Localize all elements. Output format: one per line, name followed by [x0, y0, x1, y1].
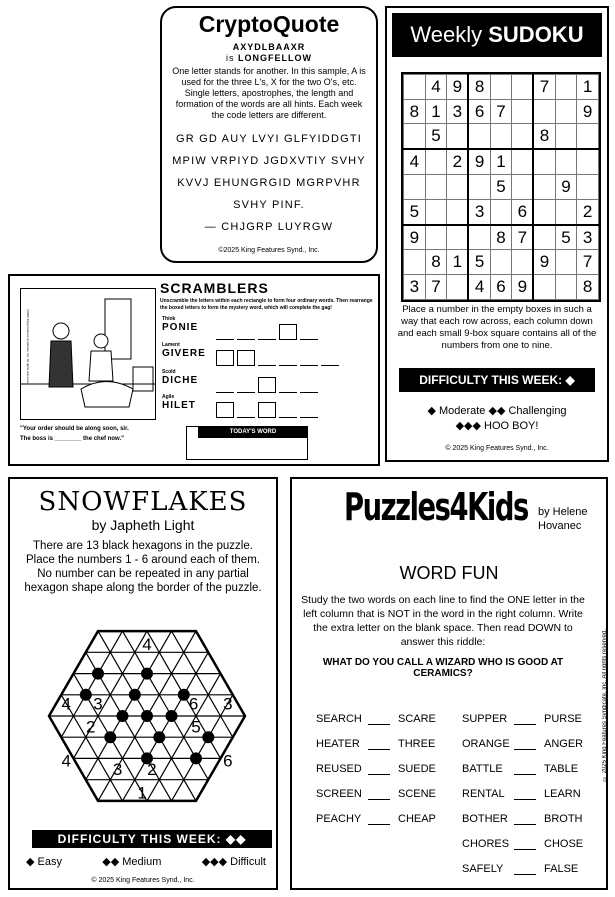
scramble-letters: GIVERE — [162, 348, 206, 359]
scramble-clue: Lament — [162, 342, 180, 348]
word-pairs-right — [462, 713, 583, 888]
scramble-word — [162, 342, 372, 368]
sudoku-cell[interactable]: 1 — [447, 250, 469, 275]
sudoku-difficulty: DIFFICULTY THIS WEEK: ◆ — [399, 368, 595, 392]
grid-line — [86, 758, 98, 779]
sudoku-title-light: Weekly — [410, 22, 483, 47]
sudoku-cell[interactable] — [555, 250, 577, 275]
given-number: 3 — [223, 694, 233, 714]
cryptoquote-line: SVHY PINF. — [233, 199, 305, 211]
sudoku-cell[interactable]: 9 — [577, 99, 599, 124]
grid-line — [74, 716, 86, 737]
black-hexagon-dot — [129, 689, 141, 701]
given-number: 3 — [112, 760, 123, 779]
legend-difficult: ◆◆◆ Difficult — [201, 856, 266, 868]
grid-line — [172, 780, 184, 801]
answer-blank[interactable] — [514, 838, 536, 850]
sudoku-cell[interactable]: 6 — [490, 275, 512, 300]
answer-blank[interactable] — [368, 713, 390, 725]
answer-slot-boxed[interactable] — [216, 402, 234, 418]
answer-blank[interactable] — [514, 813, 536, 825]
word-pair — [462, 838, 583, 863]
grid-line — [159, 631, 171, 652]
grid-line — [184, 652, 196, 673]
caption-line: "Your order should be along soon, sir. — [20, 426, 129, 432]
cartoon-caption — [20, 424, 154, 444]
cryptoquote-sample — [162, 42, 376, 64]
cryptoquote-title: CryptoQuote — [198, 11, 340, 37]
grid-line — [123, 737, 135, 758]
right-word: SUEDE — [398, 763, 436, 775]
answer-slot-boxed[interactable] — [279, 324, 297, 340]
sudoku-cell[interactable]: 8 — [468, 75, 490, 100]
black-hexagon-dot — [202, 731, 214, 743]
sudoku-cell[interactable]: 8 — [404, 99, 426, 124]
answer-blank[interactable] — [368, 813, 390, 825]
answer-blank[interactable] — [368, 738, 390, 750]
word-pair — [462, 788, 583, 813]
sudoku-cell[interactable] — [577, 149, 599, 174]
sudoku-cell[interactable] — [555, 149, 577, 174]
sudoku-cell[interactable]: 3 — [404, 275, 426, 300]
snowflakes-byline: by Japheth Light — [91, 517, 195, 533]
answer-slot[interactable] — [237, 402, 255, 418]
answer-slot[interactable] — [279, 377, 297, 393]
cryptoquote-panel — [160, 6, 378, 263]
grid-line — [172, 652, 184, 673]
grid-line — [159, 780, 171, 801]
sudoku-cell[interactable] — [533, 199, 555, 224]
sudoku-cell[interactable] — [404, 124, 426, 149]
scramble-clue: Agile — [162, 394, 175, 400]
sudoku-cell[interactable]: 7 — [577, 250, 599, 275]
left-word: SUPPER — [462, 713, 508, 725]
left-word: PEACHY — [316, 813, 362, 825]
black-hexagon-dot — [117, 710, 129, 722]
sudoku-cell[interactable]: 8 — [490, 225, 512, 250]
sudoku-legend — [387, 404, 607, 434]
given-number: 4 — [61, 694, 71, 714]
snowflakes-difficulty: DIFFICULTY THIS WEEK: ◆◆ — [32, 830, 272, 848]
sudoku-cell[interactable]: 9 — [468, 149, 490, 174]
right-word: LEARN — [544, 788, 581, 800]
left-word: ORANGE — [462, 738, 510, 750]
given-number: 2 — [147, 760, 157, 779]
puzzles4kids-panel — [290, 477, 608, 890]
grid-line — [208, 695, 220, 716]
grid-line — [110, 674, 122, 695]
left-word: REUSED — [316, 763, 362, 775]
sudoku-cell[interactable]: 3 — [468, 199, 490, 224]
sudoku-cell[interactable] — [555, 199, 577, 224]
grid-line — [61, 716, 73, 737]
sudoku-cell[interactable] — [468, 225, 490, 250]
word-pair — [316, 738, 436, 763]
sudoku-cell[interactable]: 9 — [447, 75, 469, 100]
right-word: ANGER — [544, 738, 584, 750]
answer-slot[interactable] — [300, 377, 318, 393]
cryptoquote-line: GR GD AUY LVYI GLFYIDDGTI — [175, 133, 363, 145]
answer-slot-boxed[interactable] — [216, 350, 234, 366]
sudoku-legend-line: ◆ Moderate ◆◆ Challenging — [427, 405, 567, 417]
given-number: 4 — [61, 751, 71, 771]
grid-line — [98, 758, 110, 779]
right-word: TABLE — [544, 763, 579, 775]
sample-answer: LONGFELLOW — [238, 53, 312, 63]
sudoku-cell[interactable] — [577, 175, 599, 200]
cryptoquote-copyright: ©2025 King Features Synd., Inc. — [218, 247, 320, 254]
sudoku-cell[interactable] — [533, 99, 555, 124]
sudoku-cell[interactable] — [447, 225, 469, 250]
black-hexagon-dot — [190, 752, 202, 764]
black-hexagon-dot — [92, 668, 104, 680]
scramble-clue: Think — [162, 316, 176, 322]
scramble-word — [162, 316, 372, 342]
scramblers-panel — [8, 274, 380, 466]
grid-line — [98, 631, 110, 652]
word-pair — [462, 738, 583, 763]
grid-line — [196, 674, 208, 695]
sudoku-cell[interactable]: 8 — [577, 275, 599, 300]
sudoku-cell[interactable] — [533, 275, 555, 300]
answer-slot[interactable] — [279, 350, 297, 366]
grid-line — [110, 780, 122, 801]
left-word: SEARCH — [316, 713, 362, 725]
grid-line — [123, 758, 135, 779]
answer-slot[interactable] — [237, 377, 255, 393]
sudoku-cell[interactable] — [447, 275, 469, 300]
left-word: BOTHER — [462, 813, 508, 825]
grid-line — [159, 674, 171, 695]
sudoku-cell[interactable]: 7 — [533, 75, 555, 100]
legend-easy: ◆ Easy — [26, 856, 62, 868]
sudoku-cell[interactable]: 4 — [404, 149, 426, 174]
sudoku-legend-line: ◆◆◆ HOO BOY! — [455, 420, 539, 432]
right-word: FALSE — [544, 863, 579, 875]
grid-line — [110, 631, 122, 652]
cryptoquote-line: KVVJ EHUNGRGID MGRPVHR — [177, 177, 361, 189]
byline-line: by Helene — [538, 506, 588, 518]
grid-line — [221, 716, 233, 737]
sudoku-cell[interactable] — [577, 124, 599, 149]
grid-line — [159, 758, 171, 779]
sudoku-cell[interactable] — [512, 75, 534, 100]
answer-blank[interactable] — [514, 863, 536, 875]
left-word: CHORES — [462, 838, 510, 850]
grid-line — [123, 780, 135, 801]
given-number: 4 — [142, 634, 152, 654]
answer-blank[interactable] — [514, 738, 536, 750]
chef-cartoon-image — [20, 288, 156, 420]
answer-slot[interactable] — [258, 350, 276, 366]
grid-line — [98, 780, 110, 801]
sudoku-cell[interactable]: 4 — [425, 75, 447, 100]
right-word: THREE — [398, 738, 436, 750]
black-hexagon-dot — [104, 731, 116, 743]
given-number: 2 — [85, 717, 96, 737]
right-word: SCARE — [398, 713, 436, 725]
sudoku-cell[interactable]: 5 — [490, 175, 512, 200]
word-pair — [462, 863, 583, 888]
sudoku-cell[interactable]: 5 — [425, 124, 447, 149]
sudoku-cell[interactable] — [447, 199, 469, 224]
given-number: 6 — [188, 694, 199, 714]
answer-slot-boxed[interactable] — [237, 350, 255, 366]
black-hexagon-dot — [153, 731, 165, 743]
scramble-clue: Scold — [162, 369, 176, 375]
sudoku-cell[interactable]: 2 — [447, 149, 469, 174]
given-number: 3 — [93, 694, 103, 714]
black-hexagon-dot — [166, 710, 178, 722]
sudoku-cell[interactable]: 8 — [533, 124, 555, 149]
word-pair — [462, 763, 583, 788]
sudoku-cell[interactable]: 5 — [404, 199, 426, 224]
answer-blank[interactable] — [514, 763, 536, 775]
word-pair — [316, 813, 436, 838]
cryptoquote-rules: One letter stands for another. In this sample, A is used for the three L's, X for the two O's, etc. Single letters, apostrophes, the length and formation of the words are all hints. Each week the code letters are different. — [172, 66, 366, 120]
left-word: BATTLE — [462, 763, 503, 775]
scramble-word — [162, 394, 372, 420]
sudoku-cell[interactable] — [490, 250, 512, 275]
snowflakes-legend — [26, 855, 266, 868]
sudoku-cell[interactable]: 4 — [468, 275, 490, 300]
grid-line — [159, 652, 171, 673]
grid-line — [172, 737, 184, 758]
cryptoquote-line: MPIW VRPIYD JGDXVTIY SVHY — [172, 155, 366, 167]
grid-line — [110, 652, 122, 673]
sudoku-cell[interactable] — [555, 75, 577, 100]
word-pair — [462, 813, 583, 838]
given-number: 1 — [137, 783, 147, 803]
sudoku-cell[interactable] — [447, 124, 469, 149]
sudoku-cell[interactable] — [490, 75, 512, 100]
right-word: CHOSE — [544, 838, 584, 850]
sudoku-instructions: Place a number in the empty boxes in such a way that each row across, each column down and each small 9-box square contains all of the numbers from one to nine. — [397, 304, 597, 351]
left-word: SCREEN — [316, 788, 362, 800]
sudoku-cell[interactable] — [468, 124, 490, 149]
sudoku-cell[interactable] — [533, 225, 555, 250]
sudoku-cell[interactable] — [404, 250, 426, 275]
grid-line — [172, 631, 184, 652]
snowflakes-grid — [30, 624, 264, 824]
sudoku-grid — [401, 72, 601, 302]
todays-word-label: TODAY'S WORD — [198, 426, 308, 438]
sudoku-cell[interactable]: 9 — [533, 250, 555, 275]
sudoku-cell[interactable]: 5 — [468, 250, 490, 275]
sudoku-cell[interactable]: 9 — [555, 175, 577, 200]
scramblers-instructions: Unscramble the letters within each rectangle to form four ordinary words. Then rearrange the boxed letters to form the mystery word, which will complete the gag! — [160, 298, 373, 311]
left-word: SAFELY — [462, 863, 504, 875]
answer-slot[interactable] — [279, 402, 297, 418]
grid-line — [184, 780, 196, 801]
sudoku-cell[interactable] — [512, 149, 534, 174]
sudoku-cell[interactable]: 6 — [512, 199, 534, 224]
left-word: RENTAL — [462, 788, 505, 800]
answer-slot[interactable] — [237, 324, 255, 340]
grid-line — [147, 780, 159, 801]
byline-line: Hovanec — [538, 520, 582, 532]
grid-line — [184, 631, 196, 652]
answer-blank[interactable] — [368, 788, 390, 800]
grid-line — [123, 652, 135, 673]
grid-line — [86, 737, 98, 758]
grid-line — [196, 652, 208, 673]
answer-blank[interactable] — [514, 713, 536, 725]
sudoku-cell[interactable] — [425, 175, 447, 200]
sudoku-cell[interactable]: 2 — [577, 199, 599, 224]
sudoku-cell[interactable] — [512, 99, 534, 124]
grid-line — [74, 737, 86, 758]
sample-code: AXYDLBAAXR — [232, 42, 306, 52]
sudoku-cell[interactable] — [404, 75, 426, 100]
snowflakes-panel — [8, 477, 278, 890]
snowflakes-copyright: © 2025 King Features Synd., Inc. — [91, 877, 195, 884]
word-pair — [316, 788, 436, 813]
given-number: 5 — [191, 717, 201, 737]
sudoku-cell[interactable]: 8 — [425, 250, 447, 275]
grid-line — [123, 631, 135, 652]
sudoku-cell[interactable] — [555, 275, 577, 300]
kids-riddle: WHAT DO YOU CALL A WIZARD WHO IS GOOD AT CERAMICS? — [322, 657, 564, 679]
right-word: PURSE — [544, 713, 582, 725]
scramble-letters: PONIE — [162, 322, 199, 333]
sudoku-cell[interactable]: 7 — [512, 225, 534, 250]
right-word: BROTH — [544, 813, 583, 825]
sudoku-cell[interactable] — [512, 175, 534, 200]
grid-line — [208, 674, 220, 695]
grid-line — [172, 758, 184, 779]
scramble-word — [162, 369, 372, 395]
snowflakes-rules: There are 13 black hexagons in the puzzle. Place the numbers 1 - 6 around each of them. No number can be repeated in any partial hexagon shape along the border of the puzzle. — [24, 540, 262, 594]
sudoku-cell[interactable] — [468, 175, 490, 200]
sudoku-cell[interactable] — [555, 99, 577, 124]
sudoku-cell[interactable] — [490, 199, 512, 224]
given-number: 6 — [223, 751, 233, 771]
word-pairs-left — [316, 713, 436, 838]
kids-copyright: © 2025 King Features Syndicate, Inc. All rights reserved. — [602, 629, 608, 782]
snowflakes-title: SNOWFLAKES — [38, 487, 248, 517]
sudoku-cell[interactable]: 7 — [425, 275, 447, 300]
black-hexagon-dot — [80, 689, 92, 701]
sudoku-cell[interactable]: 1 — [425, 99, 447, 124]
answer-slot[interactable] — [216, 324, 234, 340]
answer-slot-boxed[interactable] — [258, 402, 276, 418]
sudoku-cell[interactable]: 9 — [404, 225, 426, 250]
answer-blank[interactable] — [514, 788, 536, 800]
sudoku-cell[interactable] — [555, 124, 577, 149]
sudoku-cell[interactable] — [404, 175, 426, 200]
answer-slot[interactable] — [216, 377, 234, 393]
sudoku-cell[interactable] — [490, 124, 512, 149]
sudoku-cell[interactable]: 7 — [490, 99, 512, 124]
sudoku-cell[interactable] — [425, 199, 447, 224]
sudoku-cell[interactable]: 1 — [577, 75, 599, 100]
word-pair — [316, 763, 436, 788]
scramblers-title: SCRAMBLERS — [160, 280, 269, 296]
cartoon-credit: ©2025 King Features Syndicate, Inc. All rights reserved. — [26, 309, 30, 384]
word-fun-title: WORD FUN — [399, 563, 499, 583]
sudoku-cell[interactable]: 1 — [490, 149, 512, 174]
word-pair — [462, 713, 583, 738]
sudoku-cell[interactable]: 3 — [577, 225, 599, 250]
black-hexagon-dot — [141, 668, 153, 680]
right-word: CHEAP — [398, 813, 436, 825]
sudoku-cell[interactable] — [533, 175, 555, 200]
word-pair — [316, 713, 436, 738]
sudoku-cell[interactable]: 9 — [512, 275, 534, 300]
puzzles4kids-logo: Puzzles4Kids — [344, 485, 528, 529]
answer-slot[interactable] — [258, 324, 276, 340]
sudoku-cell[interactable] — [512, 124, 534, 149]
left-word: HEATER — [316, 738, 360, 750]
answer-blank[interactable] — [368, 763, 390, 775]
sudoku-panel — [385, 6, 609, 462]
sudoku-copyright: © 2025 King Features Synd., Inc. — [445, 445, 549, 452]
black-hexagon-dot — [141, 710, 153, 722]
answer-slot-boxed[interactable] — [258, 377, 276, 393]
sudoku-cell[interactable] — [425, 225, 447, 250]
caption-line: The boss is ________ the chef now." — [20, 436, 124, 442]
right-word: SCENE — [398, 788, 436, 800]
answer-slot[interactable] — [321, 350, 339, 366]
sudoku-cell[interactable] — [447, 175, 469, 200]
scramble-letters: DICHE — [162, 375, 199, 386]
sudoku-cell[interactable] — [512, 250, 534, 275]
sudoku-cell[interactable] — [425, 149, 447, 174]
kids-instructions: Study the two words on each line to find the ONE letter in the left column that is NOT in the word in the right column. Write the extra letter on the blank space. Then read DOWN to answer this riddle: — [301, 594, 585, 648]
sudoku-cell[interactable] — [533, 149, 555, 174]
answer-slot[interactable] — [300, 324, 318, 340]
cryptoquote-author: — CHJGRP LUYRGW — [204, 221, 334, 233]
kids-byline — [538, 505, 588, 533]
scramble-letters: HILET — [162, 400, 196, 411]
answer-slot[interactable] — [300, 402, 318, 418]
sudoku-header — [392, 13, 602, 57]
sudoku-cell[interactable]: 3 — [447, 99, 469, 124]
sudoku-cell[interactable]: 5 — [555, 225, 577, 250]
sudoku-title-bold: SUDOKU — [488, 22, 584, 47]
legend-medium: ◆◆ Medium — [102, 856, 162, 868]
sample-is: is — [225, 53, 235, 63]
answer-slot[interactable] — [300, 350, 318, 366]
sudoku-cell[interactable]: 6 — [468, 99, 490, 124]
